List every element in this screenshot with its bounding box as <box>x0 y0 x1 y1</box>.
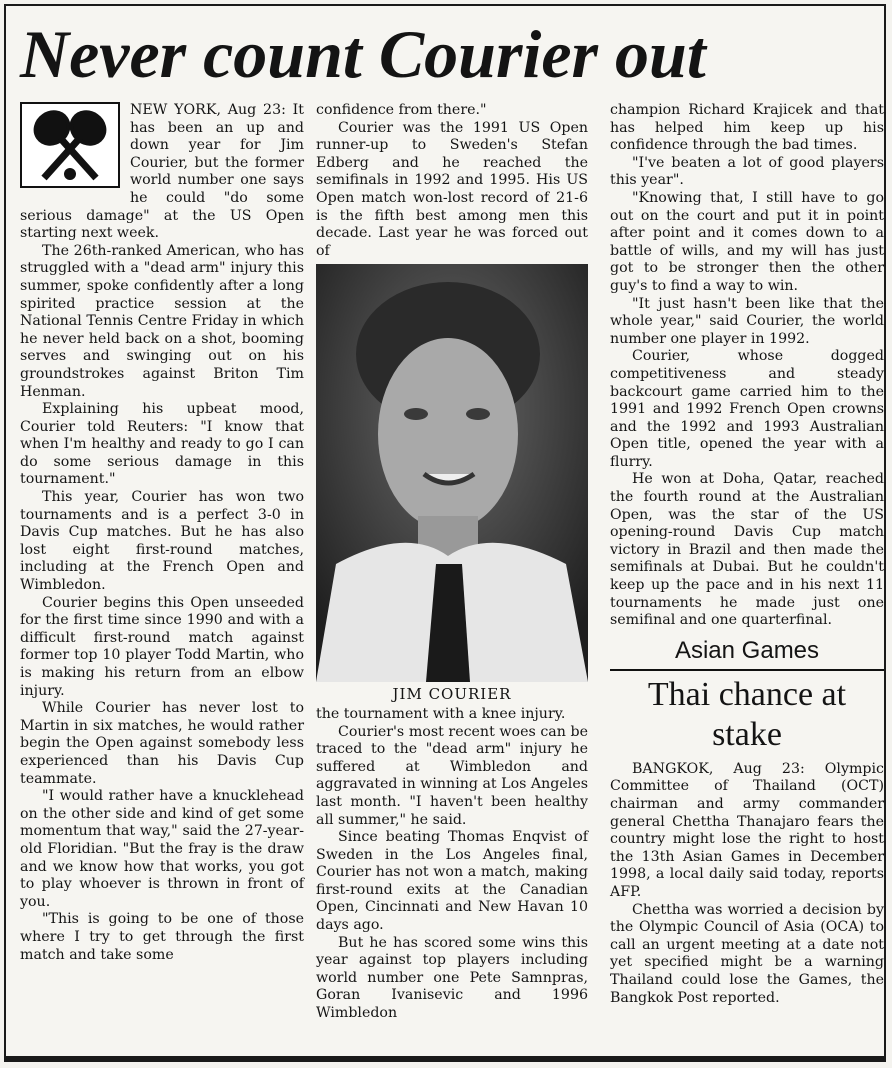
paragraph: "It just hasn't been like that the whole year," said Courier, the world number one player in 1992. <box>610 295 884 347</box>
paragraph: Courier was the 1991 US Open runner-up to Sweden's Stefan Edberg and he reached the semifinals in 1992 and 1995. His US Open match won-lost record of 21-6 is the fifth best among men this decade. Last year he was forced out of <box>316 119 588 259</box>
paragraph: "This is going to be one of those where I try to get through the first match and take some <box>20 911 304 963</box>
paragraph: Explaining his upbeat mood, Courier told Reuters: "I know that when I'm healthy and ready to go I can do some serious damage in this tournament." <box>20 401 304 488</box>
paragraph: champion Richard Krajicek and that has helped him keep up his confidence through the bad times. <box>610 102 884 154</box>
article-column-1 <box>20 102 304 964</box>
section-kicker: Asian Games <box>610 636 884 671</box>
paragraph: Since beating Thomas Enqvist of Sweden in the Los Angeles final, Courier has not won a match, making first-round exits at the Canadian Open, Cincinnati and New Havan 10 days ago. <box>316 829 588 934</box>
photo-caption: JIM COURIER <box>392 685 512 704</box>
paragraph: The 26th-ranked American, who has struggled with a "dead arm" injury this summer, spoke confidently after a long spirited practice session at the National Tennis Centre Friday in which he never held back on a shot, booming serves and swinging out on his groundstrokes against Briton Tim Henman. <box>20 242 304 400</box>
paragraph: Courier, whose dogged competitiveness and steady backcourt game carried him to the 1991 and 1992 French Open crowns and the 1992 and 1993 Australian Open title, opened the year with a flurry. <box>610 348 884 470</box>
paragraph: NEW YORK, Aug 23: It has been an up and down year for Jim Courier, but the former world number one says he could "do some serious damage" at the US Open starting next week. <box>20 102 304 242</box>
paragraph: While Courier has never lost to Martin in six matches, he would rather begin the Open against somebody less experienced than his Davis Cup teammate. <box>20 700 304 787</box>
bottom-rule <box>6 1056 884 1060</box>
paragraph: BANGKOK, Aug 23: Olympic Committee of Thailand (OCT) chairman and army commander general Chettha Thanajaro fears the country might lose the right to host the 13th Asian Games in December 1998, a local daily said today, reports AFP. <box>610 760 884 900</box>
headline: Never count Courier out <box>20 16 706 92</box>
article-column-2 <box>316 102 588 1023</box>
newspaper-clipping <box>4 4 886 1062</box>
sub-headline: Thai chance at stake <box>647 675 847 753</box>
paragraph: the tournament with a knee injury. <box>316 705 566 722</box>
paragraph: But he has scored some wins this year against top players including world number one Pete Samnpras, Goran Ivanisevic and 1996 Wimbledon <box>316 934 588 1022</box>
paragraph: "I would rather have a knucklehead on the other side and kind of get some momentum that way," said the 27-year-old Floridian. "But the fray is the draw and we know how that works, you got to play whoever is thrown in front of you. <box>20 788 304 910</box>
article-column-3 <box>610 102 884 1007</box>
paragraph: "Knowing that, I still have to go out on the court and put it in point after point and it comes down to a battle of wills, and my will has just got to be stronger then the other guy's to find a way to win. <box>610 189 884 294</box>
crossed-tennis-rackets-icon <box>20 102 120 188</box>
paragraph: This year, Courier has won two tournaments and is a perfect 3-0 in Davis Cup matches. But he has also lost eight first-round matches, including at the French Open and Wimbledon. <box>20 489 304 594</box>
paragraph: Courier begins this Open unseeded for the first time since 1990 and with a difficult first-round match against former top 10 player Todd Martin, who is making his return from an elbow injury. <box>20 594 304 699</box>
paragraph: He won at Doha, Qatar, reached the fourth round at the Australian Open, was the star of the US opening-round Davis Cup match victory in Brazil and then made the semifinals at Dubai. But he couldn't keep up the pace and in his next 11 tournaments he made just one semifinal and one quarterfinal. <box>610 471 884 629</box>
paragraph: Courier's most recent woes can be traced to the "dead arm" injury he suffered at Wimbledon and aggravated in winning at Los Angeles last month. "I haven't been healthy all summer," he said. <box>316 723 588 828</box>
paragraph: confidence from there." <box>316 102 487 118</box>
paragraph: "I've beaten a lot of good players this year". <box>610 154 884 189</box>
portrait-photo <box>316 264 588 682</box>
paragraph: Chettha was worried a decision by the Olympic Council of Asia (OCA) to call an urgent meeting at a date not yet specified might be a warning Thailand could lose the Games, the Bangkok Post reported. <box>610 901 884 1006</box>
